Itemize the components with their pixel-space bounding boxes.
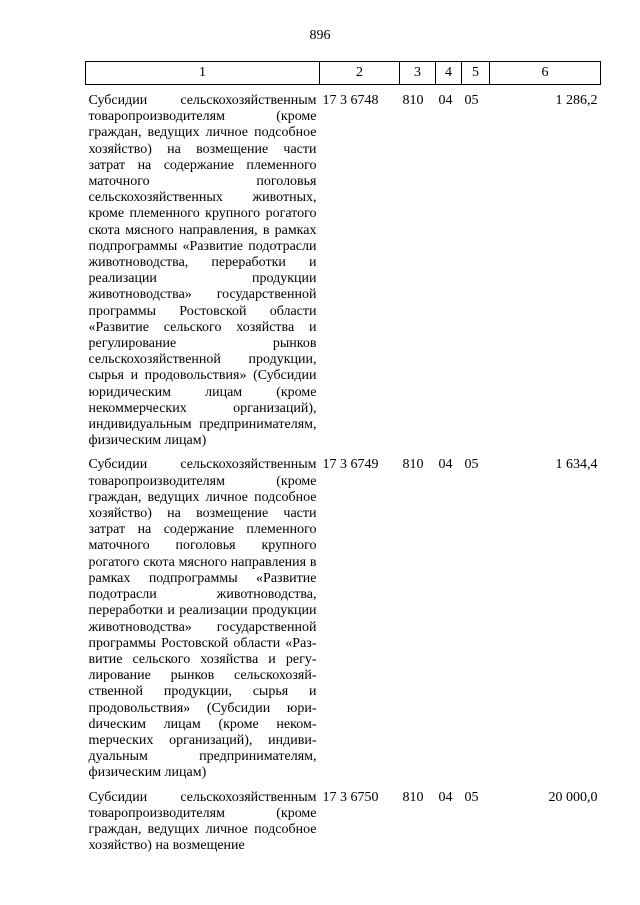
subsection-code: 05 xyxy=(464,93,479,108)
amount: 1 634,4 xyxy=(555,457,598,473)
target-article-code: 17 3 6749 xyxy=(322,457,379,473)
row-description: Субсидии сельскохозяйственным товаропроизводителям (кроме граждан, ведущих личное подсобное хозяйство) на возмещение части затрат на содержание племенного маточного поголовья сельскохозяйственных животных, кроме племенного крупного рогатого скота мясного направления, в рамках подпрограммы «Развитие подотрасли животноводства, переработки и реализации продукции животноводства» государственной программы Ростовской области «Развитие сельского хозяйства и регулирование рынков сельскохозяйственной продукции, сырья и продовольствия» (Субсидии юридическим лицам (кроме некоммерческих организаций), индивидуальным предпринимателям, физическим лицам) xyxy=(88,93,317,449)
column-header: 1 xyxy=(86,62,320,85)
budget-table xyxy=(85,61,601,854)
column-header: 2 xyxy=(320,62,400,85)
column-header: 4 xyxy=(436,62,462,85)
column-header: 6 xyxy=(490,62,601,85)
subsection-code: 05 xyxy=(464,789,479,805)
expense-type-code: 810 xyxy=(402,93,424,108)
section-code: 04 xyxy=(438,789,453,805)
page-number: 896 xyxy=(309,28,331,43)
expense-type-code: 810 xyxy=(402,457,424,473)
subsection-code: 05 xyxy=(464,457,479,473)
row-description: Субсидии сельскохозяйственным товаропроизводителям (кроме граждан, ведущих личное подсобное хозяйство) на возмещение xyxy=(88,789,317,854)
column-header: 5 xyxy=(462,62,490,85)
target-article-code: 17 3 6750 xyxy=(322,789,379,805)
table-row xyxy=(86,457,601,781)
table-row xyxy=(86,93,601,449)
table-header-row xyxy=(86,62,601,85)
expense-type-code: 810 xyxy=(402,789,424,805)
section-code: 04 xyxy=(438,457,453,473)
column-header: 3 xyxy=(400,62,436,85)
row-description: Субсидии сельскохозяйственным товаропроизводителям (кроме граждан, ведущих личное подсобное хозяйство) на возмещение части затрат на содержание племенного маточного поголовья крупного рогатого скота мясного направления в рамках подпрограммы «Развитие подотрасли животноводства, переработки и реализации продукции животноводства» государственной программы Ростовской области «Развитие сельского хозяйства и регулирование рынков сельскохозяйственной продукции, сырья и продовольствия» (Субсидии юриdическим лицам (кроме некомmерческих организаций), индивидуальным предпринимателям, физическим лицам) xyxy=(88,457,317,781)
amount: 20 000,0 xyxy=(548,789,598,805)
target-article-code: 17 3 6748 xyxy=(322,93,379,108)
table-row xyxy=(86,790,601,855)
section-code: 04 xyxy=(438,93,453,108)
amount: 1 286,2 xyxy=(555,93,598,108)
